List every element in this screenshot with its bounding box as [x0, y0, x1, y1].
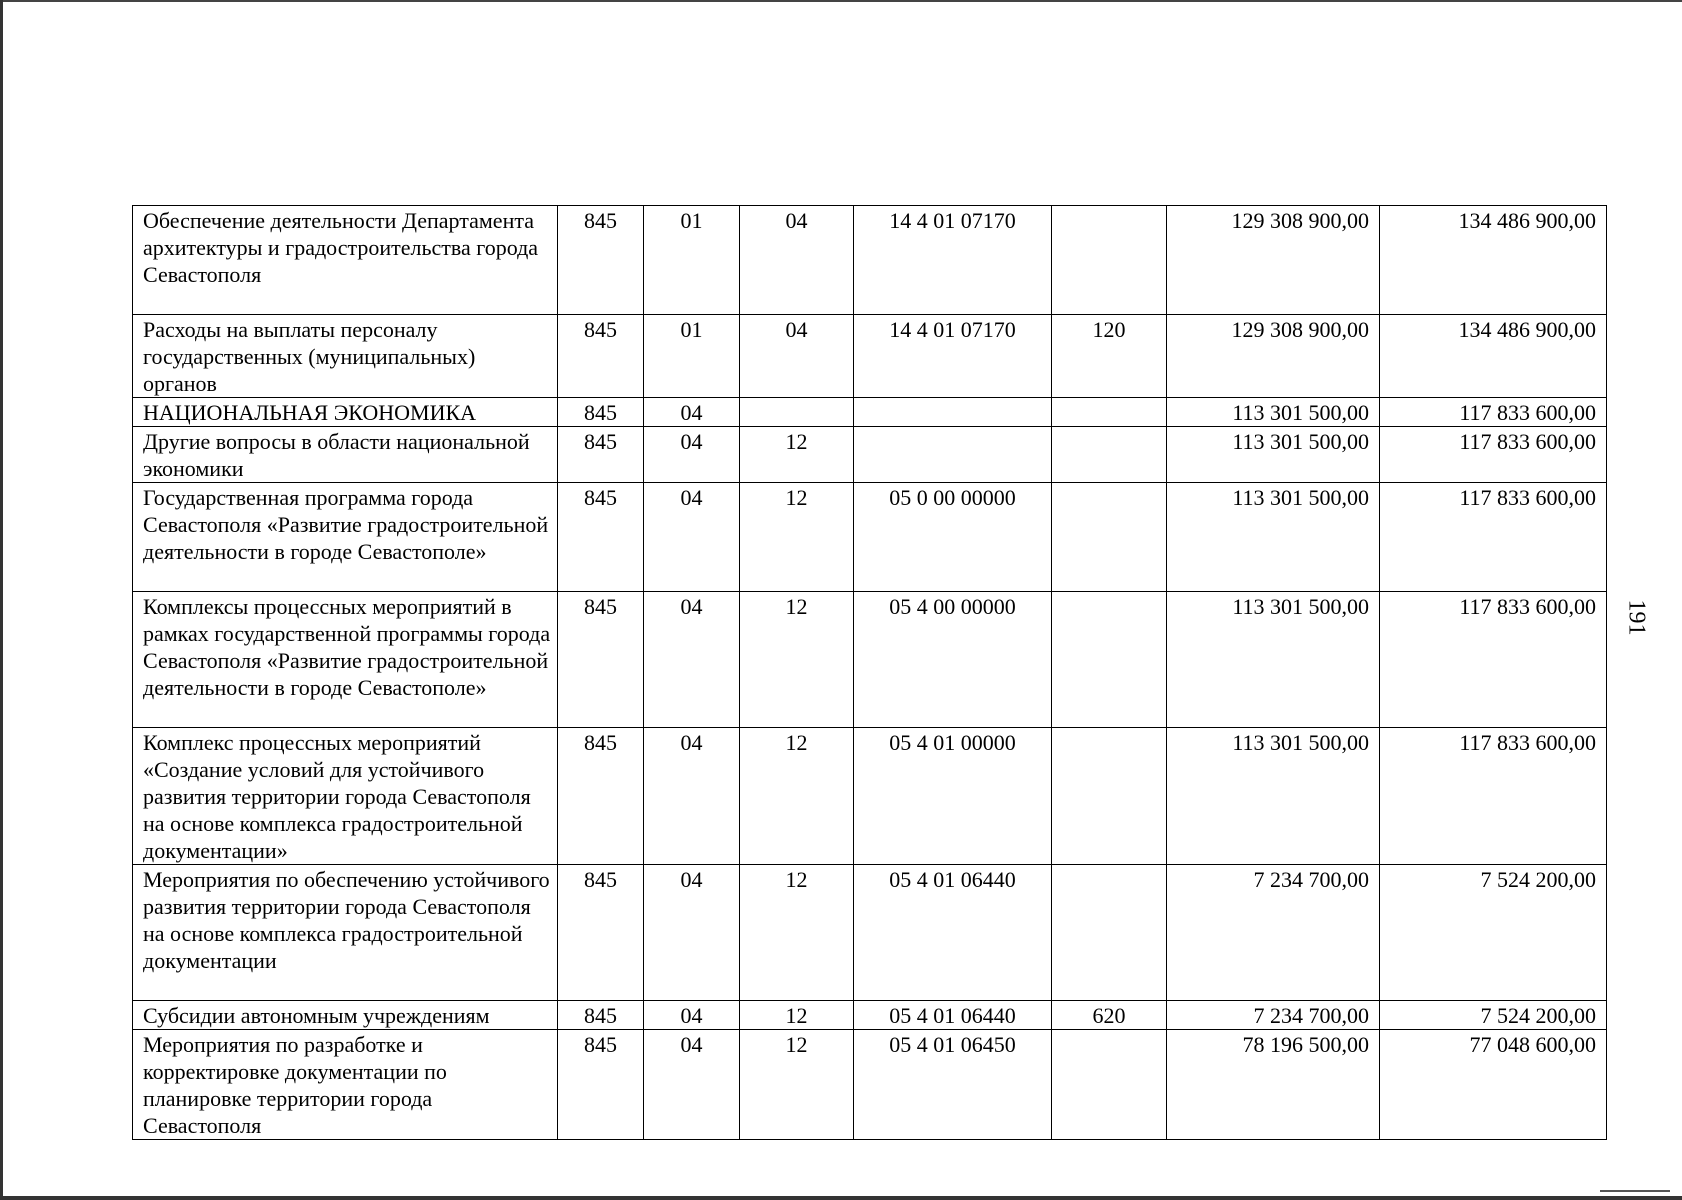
- row-vr: 120: [1052, 315, 1167, 398]
- row-rz: 01: [644, 206, 740, 315]
- row-ved: 845: [558, 592, 644, 728]
- row-sum-1: 113 301 500,00: [1167, 427, 1380, 483]
- row-name: Комплексы процессных мероприятий в рамках государственной программы города Севастополя «Развитие градостроительной деятельности в городе Севастополе»: [133, 592, 558, 728]
- row-sum-1: 129 308 900,00: [1167, 206, 1380, 315]
- row-rz: 04: [644, 398, 740, 427]
- row-vr: [1052, 1030, 1167, 1140]
- row-sum-1: 113 301 500,00: [1167, 483, 1380, 592]
- row-sum-1: 129 308 900,00: [1167, 315, 1380, 398]
- table-row: [133, 592, 1607, 728]
- row-csr: 05 4 01 06450: [854, 1030, 1052, 1140]
- row-name: Государственная программа города Севастополя «Развитие градостроительной деятельности в городе Севастополе»: [133, 483, 558, 592]
- row-ved: 845: [558, 1001, 644, 1030]
- row-name: НАЦИОНАЛЬНАЯ ЭКОНОМИКА: [133, 398, 558, 427]
- row-sum-1: 113 301 500,00: [1167, 728, 1380, 865]
- row-sum-2: 117 833 600,00: [1380, 427, 1607, 483]
- row-name: Комплекс процессных мероприятий «Создание условий для устойчивого развития территории города Севастополя на основе комплекса градостроительной документации»: [133, 728, 558, 865]
- row-ved: 845: [558, 1030, 644, 1140]
- row-csr: 05 4 01 06440: [854, 865, 1052, 1001]
- row-pr: 04: [740, 315, 854, 398]
- row-rz: 04: [644, 483, 740, 592]
- row-sum-2: 134 486 900,00: [1380, 206, 1607, 315]
- row-sum-1: 78 196 500,00: [1167, 1030, 1380, 1140]
- row-rz: 04: [644, 1001, 740, 1030]
- row-pr: 12: [740, 1001, 854, 1030]
- row-vr: [1052, 728, 1167, 865]
- row-vr: [1052, 592, 1167, 728]
- row-ved: 845: [558, 398, 644, 427]
- row-csr: 05 4 01 06440: [854, 1001, 1052, 1030]
- row-name: Расходы на выплаты персоналу государственных (муниципальных) органов: [133, 315, 558, 398]
- row-sum-2: 134 486 900,00: [1380, 315, 1607, 398]
- table-body: [133, 206, 1607, 1140]
- row-ved: 845: [558, 427, 644, 483]
- scan-edge-top: [0, 0, 1682, 2]
- row-sum-2: 117 833 600,00: [1380, 728, 1607, 865]
- table-row: [133, 206, 1607, 315]
- row-sum-1: 7 234 700,00: [1167, 865, 1380, 1001]
- row-ved: 845: [558, 483, 644, 592]
- table-row: [133, 398, 1607, 427]
- row-pr: 12: [740, 483, 854, 592]
- row-sum-1: 113 301 500,00: [1167, 592, 1380, 728]
- row-vr: [1052, 865, 1167, 1001]
- table-row: [133, 427, 1607, 483]
- row-sum-2: 117 833 600,00: [1380, 592, 1607, 728]
- row-vr: 620: [1052, 1001, 1167, 1030]
- row-name: Мероприятия по обеспечению устойчивого развития территории города Севастополя на основе комплекса градостроительной документации: [133, 865, 558, 1001]
- row-sum-2: 77 048 600,00: [1380, 1030, 1607, 1140]
- row-name: Субсидии автономным учреждениям: [133, 1001, 558, 1030]
- row-rz: 04: [644, 728, 740, 865]
- row-sum-2: 7 524 200,00: [1380, 1001, 1607, 1030]
- row-vr: [1052, 398, 1167, 427]
- row-pr: 12: [740, 427, 854, 483]
- row-rz: 01: [644, 315, 740, 398]
- row-ved: 845: [558, 206, 644, 315]
- row-rz: 04: [644, 427, 740, 483]
- table-row: [133, 315, 1607, 398]
- row-rz: 04: [644, 592, 740, 728]
- row-name: Мероприятия по разработке и корректировке документации по планировке территории города Севастополя: [133, 1030, 558, 1140]
- row-sum-1: 113 301 500,00: [1167, 398, 1380, 427]
- table-row: [133, 1001, 1607, 1030]
- row-pr: 12: [740, 1030, 854, 1140]
- row-pr: 12: [740, 592, 854, 728]
- row-sum-2: 117 833 600,00: [1380, 483, 1607, 592]
- row-pr: 04: [740, 206, 854, 315]
- row-csr: [854, 427, 1052, 483]
- table-row: [133, 865, 1607, 1001]
- row-csr: 05 0 00 00000: [854, 483, 1052, 592]
- scan-mark: [1600, 1190, 1670, 1192]
- row-sum-2: 117 833 600,00: [1380, 398, 1607, 427]
- row-vr: [1052, 427, 1167, 483]
- row-name: Другие вопросы в области национальной экономики: [133, 427, 558, 483]
- row-vr: [1052, 206, 1167, 315]
- scan-edge-left: [0, 0, 3, 1200]
- row-csr: 14 4 01 07170: [854, 315, 1052, 398]
- row-csr: 05 4 01 00000: [854, 728, 1052, 865]
- scan-edge-bottom: [0, 1196, 1682, 1200]
- table-row: [133, 728, 1607, 865]
- row-name: Обеспечение деятельности Департамента архитектуры и градостроительства города Севастополя: [133, 206, 558, 315]
- row-pr: [740, 398, 854, 427]
- row-rz: 04: [644, 865, 740, 1001]
- row-ved: 845: [558, 315, 644, 398]
- row-vr: [1052, 483, 1167, 592]
- row-sum-2: 7 524 200,00: [1380, 865, 1607, 1001]
- row-pr: 12: [740, 728, 854, 865]
- budget-table: [132, 205, 1607, 1140]
- page-number: 191: [1623, 599, 1650, 636]
- row-csr: [854, 398, 1052, 427]
- row-csr: 14 4 01 07170: [854, 206, 1052, 315]
- table-row: [133, 483, 1607, 592]
- row-sum-1: 7 234 700,00: [1167, 1001, 1380, 1030]
- row-csr: 05 4 00 00000: [854, 592, 1052, 728]
- row-pr: 12: [740, 865, 854, 1001]
- row-ved: 845: [558, 728, 644, 865]
- row-rz: 04: [644, 1030, 740, 1140]
- row-ved: 845: [558, 865, 644, 1001]
- table-row: [133, 1030, 1607, 1140]
